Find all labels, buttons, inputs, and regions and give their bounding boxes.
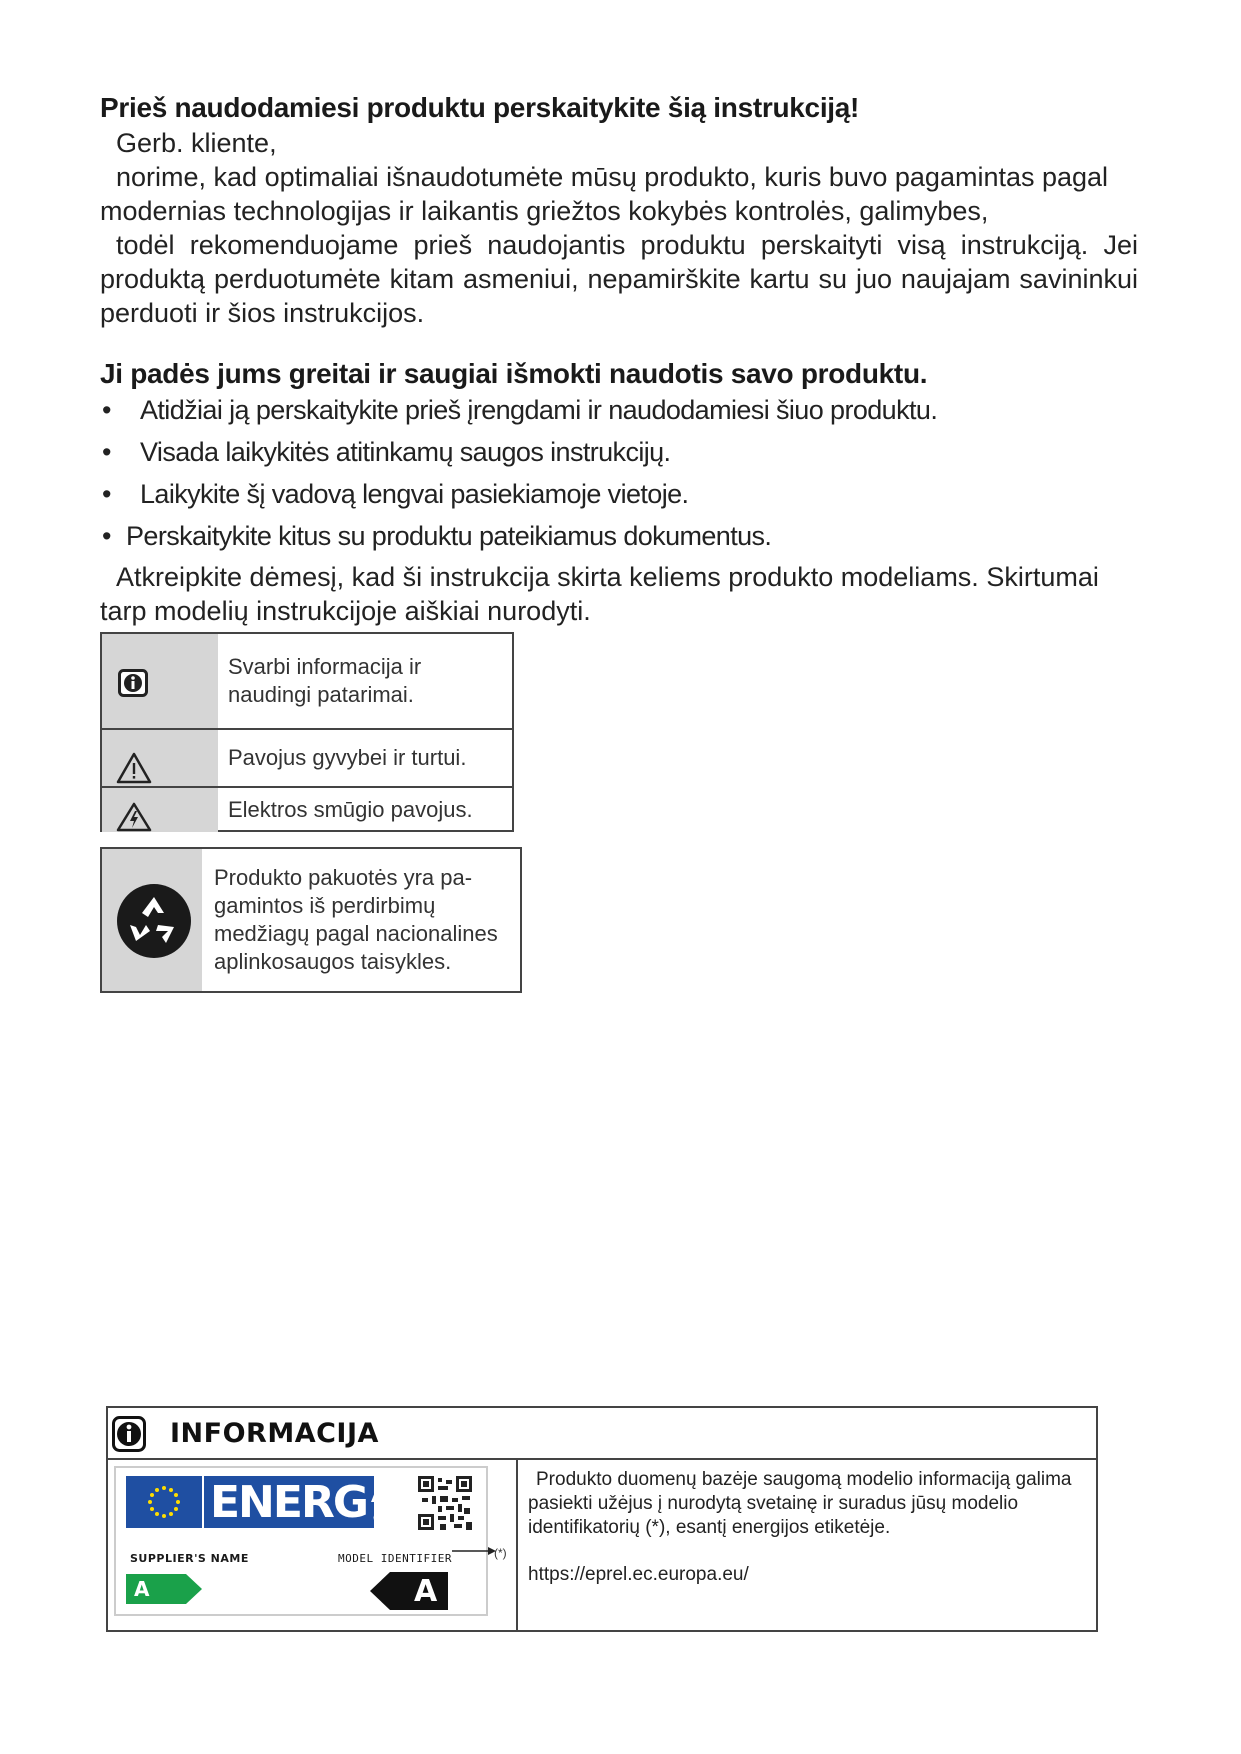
list-item: • Visada laikykitės atitinkamų saugos instrukcijų. (102, 437, 671, 467)
recommend-text: todėl rekomenduojame prieš naudojantis produktu perskaityti visą instrukciją. Jei produktą perduotumėte kitam asmeniui, nepamirškite kartu su juo naujajam savininkui perduoti ir šios instrukcijos. (100, 230, 1138, 328)
electric-shock-icon (116, 802, 152, 832)
recycle-text: Produkto pakuotės yra pa-gamintos iš perdirbimų medžiagų pagal nacionalines aplinkosaugos taisykles. (214, 865, 498, 974)
pointer-arrow-icon (452, 1547, 496, 1555)
recommend-paragraph (100, 228, 1138, 330)
bullet-list (100, 393, 1130, 561)
list-item: • Laikykite šį vadovą lengvai pasiekiamoje vietoje. (102, 479, 689, 509)
symbol-row-info (102, 634, 512, 730)
help-heading: Ji padės jums greitai ir saugiai išmokti naudotis savo produktu. (100, 358, 928, 389)
bullet-mark: • (102, 521, 111, 551)
identifier-marker: (*) (494, 1546, 507, 1560)
info-icon (112, 1416, 146, 1452)
symbol-cell (102, 730, 218, 786)
bullet-mark: • (102, 479, 111, 509)
qr-code-icon (418, 1476, 472, 1530)
models-note (100, 560, 1138, 628)
symbol-text: Pavojus gyvybei ir turtui. (228, 745, 467, 770)
greeting: Gerb. kliente, (116, 128, 277, 158)
symbol-row-warning (102, 730, 512, 788)
model-identifier-label: MODEL IDENTIFIER (338, 1552, 452, 1565)
information-box (106, 1406, 1098, 1632)
information-text (528, 1468, 1088, 1540)
recycle-icon (116, 883, 192, 959)
energy-class-black-letter: A (414, 1574, 438, 1609)
supplier-name-label: SUPPLIER'S NAME (130, 1552, 249, 1565)
bullet-mark: • (102, 437, 111, 467)
symbol-cell (102, 788, 218, 832)
list-item: • Atidžiai ją perskaitykite prieš įrengdami ir naudodamiesi šiuo produktu. (102, 395, 938, 425)
symbol-row-shock (102, 788, 512, 832)
information-description: Produkto duomenų bazėje saugomą modelio informaciją galima pasiekti užėjus į nurodytą svetainę ir suradus jūsų modelio identifikatorių (*), esantį energijos etiketėje. (528, 1469, 1072, 1538)
intro-text: norime, kad optimaliai išnaudotumėte mūsų produkto, kuris buvo pagamintas pagal modernias technologijas ir laikantis griežtos kokybės kontrolės, galimybes, (100, 162, 1109, 226)
warning-icon (116, 752, 152, 784)
symbol-cell (102, 849, 202, 991)
symbol-cell (102, 634, 218, 728)
column-divider (516, 1460, 518, 1630)
symbol-text: Svarbi informacija ir naudingi patarimai. (228, 654, 422, 707)
energy-class-green-letter: A (134, 1577, 150, 1601)
bullet-mark: • (102, 395, 111, 425)
eu-flag-icon (126, 1476, 202, 1528)
models-note-text: Atkreipkite dėmesį, kad ši instrukcija skirta keliems produkto modeliams. Skirtumai tarp modelių instrukcijoje aiškiai nurodyti. (100, 562, 1099, 626)
symbol-text: Elektros smūgio pavojus. (228, 797, 473, 822)
info-icon (118, 669, 148, 697)
eprel-url: https://eprel.ec.europa.eu/ (528, 1564, 749, 1585)
main-heading: Prieš naudodamiesi produktu perskaitykite šią instrukciją! (100, 92, 860, 123)
symbol-legend-table (100, 632, 514, 832)
information-header (108, 1408, 1096, 1460)
intro-paragraph (100, 160, 1138, 228)
information-title: INFORMACIJA (170, 1418, 379, 1449)
recycle-info-box (100, 847, 522, 993)
energy-wordmark: ENERG (210, 1477, 367, 1528)
lightning-icon (370, 1482, 384, 1520)
energy-label-illustration (114, 1466, 488, 1616)
list-item: • Perskaitykite kitus su produktu pateikiamus dokumentus. (102, 521, 772, 551)
